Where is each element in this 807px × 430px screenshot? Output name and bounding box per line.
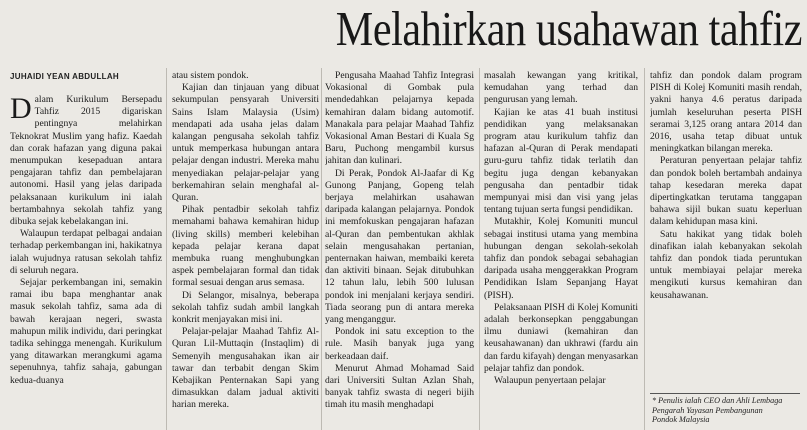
paragraph-text: Pondok ini satu exception to the rule. Masih banyak juga yang berkeadaan daif. [325, 326, 474, 362]
article-paragraph [325, 363, 474, 412]
article-column-1 [10, 94, 162, 430]
article-paragraph [484, 375, 638, 387]
paragraph-text: Kajian ke atas 41 buah institusi pendidikan yang melaksanakan program atau kurikulum tahfiz dan hafazan al-Quran di Perak mendapati guru-guru tahfiz tidak terlatih dan begitu juga dengan kebanyakan pengusaha dan pentadbir tidak mempunyai misi dan visi yang jelas tentang tujuan serta fungsi pendidikan. [484, 106, 638, 216]
author-footnote [652, 396, 802, 425]
footnote-line: Pondok Malaysia [652, 415, 710, 425]
article-column-2 [172, 70, 319, 430]
paragraph-text: Sejajar perkembangan ini, semakin ramai ibu bapa menghantar anak masuk sekolah tahfiz, sama ada di bawah kerajaan negeri, swasta mahupun milik individu, dari peringkat tadika sehingga menengah. Kurikulum yang ditawarkan merangkumi agama sepenuhnya, tahfiz sahaja, gabungan kedua-duanya [10, 277, 162, 386]
article-paragraph [172, 70, 319, 82]
article-column-5 [650, 70, 802, 390]
paragraph-text: Kajian dan tinjauan yang dibuat sekumpulan pensyarah Universiti Sains Islam Malaysia (Usim) mendapati ada usaha jelas dalam kalangan pengusaha sekolah tahfiz untuk memperkasa hubungan antara pelajar dengan industri. Mereka mahu menyediakan pelajar-pelajar yang berkemahiran selain menghafal al-Quran. [172, 82, 319, 204]
paragraph-text: Walaupun penyertaan pelajar [494, 375, 606, 387]
column-divider [644, 68, 645, 430]
paragraph-text: tahfiz dan pondok dalam program PISH di Kolej Komuniti masih rendah, yakni hanya 4.6 peratus daripada jumlah keseluruhan peserta PISH seramai 3,125 orang antara 2014 dan 2016, usaha tetap dibuat untuk meningkatkan bilangan mereka. [650, 70, 802, 155]
paragraph-text: Pelajar-pelajar Maahad Tahfiz Al-Quran Lil-Muttaqin (Instaqlim) di Semenyih mengusahakan ikan air tawar dan terbabit dengan Skim Kebajikan Penternakan Sapi yang dimasukkan dalam jadual aktiviti harian mereka. [172, 326, 319, 411]
article-paragraph [172, 82, 319, 204]
paragraph-text: Peraturan penyertaan pelajar tahfiz dan pondok boleh bertambah andainya tahap kesedaran mereka dapat dipertingkatkan terutama tanggapan bahawa sijil bukan suatu keperluan dalam kehidupan masa kini. [650, 155, 802, 228]
article-paragraph [172, 290, 319, 327]
article-paragraph [650, 229, 802, 302]
paragraph-text: Di Selangor, misalnya, beberapa sekolah tahfiz sudah ambil langkah konkrit menjayakan misi ini. [172, 289, 319, 326]
paragraph-text: Di Perak, Pondok Al-Jaafar di Kg Gunong Panjang, Gopeng telah berjaya melahirkan usahawan daripada kalangan pelajarnya. Pondok ini memfokuskan pengajaran hafazan al-Quran dan pembentukan akhlak selain mengusahakan pertanian, penternakan haiwan, membaiki kereta dan aktiviti binaan. Sejak ditubuhkan 12 tahun lalu, lebih 500 lulusan pondok ini menjalani kerjaya sendiri. Tiada seorang pun di antara mereka yang menganggur. [325, 167, 474, 326]
paragraph-text: atau sistem pondok. [172, 70, 249, 81]
article-paragraph [484, 216, 638, 301]
column-divider [166, 68, 167, 430]
article-paragraph [325, 326, 474, 363]
column-divider [321, 68, 322, 430]
paragraph-text: Pelaksanaan PISH di Kolej Komuniti adalah berkonsepkan penggabungan ilmu duniawi (kemahiran dan keusahawanan) dan ukhrawi (fardu ain dan fardu kifayah) dengan menyasarkan pelajar tahfiz dan pondok. [484, 301, 638, 374]
article-paragraph [650, 70, 802, 155]
column-divider [479, 68, 480, 430]
article-paragraph [10, 228, 162, 277]
drop-cap: D [10, 94, 32, 125]
footnote-line: Pengarah Yayasan Pembangunan [652, 405, 763, 415]
paragraph-text: Pihak pentadbir sekolah tahfiz memahami bahawa kemahiran hidup (living skills) memberi kelebihan kepada pelajar kerana dapat membuka ruang menghubungkan aspek pembelajaran formal dan tidak formal sesuai dengan arus semasa. [172, 204, 319, 289]
article-paragraph [172, 326, 319, 411]
paragraph-text: masalah kewangan yang kritikal, kemudahan yang terhad dan pengurusan yang lemah. [484, 70, 638, 106]
article-paragraph [10, 277, 162, 387]
footnote-line: * Penulis ialah CEO dan Ahli Lembaga [652, 396, 783, 405]
article-headline: Melahirkan usahawan tahfiz [335, 1, 802, 56]
footnote-divider [650, 393, 800, 394]
article-paragraph [325, 168, 474, 327]
article-paragraph [650, 155, 802, 228]
paragraph-text: Pengusaha Maahad Tahfiz Integrasi Vokasional di Gombak pula mendedahkan pelajarnya kepada kemahiran dalam bidang automotif. Manakala para pelajar Maahad Tahfiz Vokasional Aman Bestari di Kuala Sg Baru, Puchong mengambil kursus jahitan dan kulinari. [325, 70, 474, 167]
article-paragraph [172, 204, 319, 289]
paragraph-text: Satu hakikat yang tidak boleh dinafikan ialah kebanyakan sekolah tahfiz dan pondok tiada peruntukan untuk membiayai pelajar mereka mengikuti kursus kemahiran dan keusahawanan. [650, 228, 802, 301]
article-paragraph [484, 70, 638, 107]
article-paragraph [484, 302, 638, 375]
article-byline: JUHAIDI YEAN ABDULLAH [10, 72, 119, 81]
article-column-4 [484, 70, 638, 430]
article-paragraph [10, 94, 162, 228]
article-paragraph [325, 70, 474, 168]
paragraph-text: Walaupun terdapat pelbagai andaian terhadap perkembangan ini, hakikatnya ialah wujudnya ratusan sekolah tahfiz di seluruh negara. [10, 228, 162, 276]
paragraph-text: alam Kurikulum Bersepadu Tahfiz 2015 digariskan pentingnya melahirkan Teknokrat Muslim yang hafiz. Kaedah dan corak hafazan yang diguna pakai menumpukan kesepaduan antara pengajaran tahfiz dan pembelajaran autonomi. Hasil yang jelas daripada pelaksanaan kurikulum ini ialah bertambahnya sekolah tahfiz yang dibuka sejak kebelakangan ini. [10, 94, 162, 228]
article-column-3 [325, 70, 474, 430]
paragraph-text: Mutakhir, Kolej Komuniti muncul sebagai institusi utama yang membina hubungan dengan sekolah-sekolah tahfiz dan pondok sebagai sebahagian daripada usaha menggerakkan Program Pendidikan Islam Sepanjang Hayat (PISH). [484, 216, 638, 301]
article-paragraph [484, 107, 638, 217]
paragraph-text: Menurut Ahmad Mohamad Said dari Universiti Sultan Azlan Shah, banyak tahfiz swasta di negeri bijih timah itu masih menghadapi [325, 362, 474, 411]
